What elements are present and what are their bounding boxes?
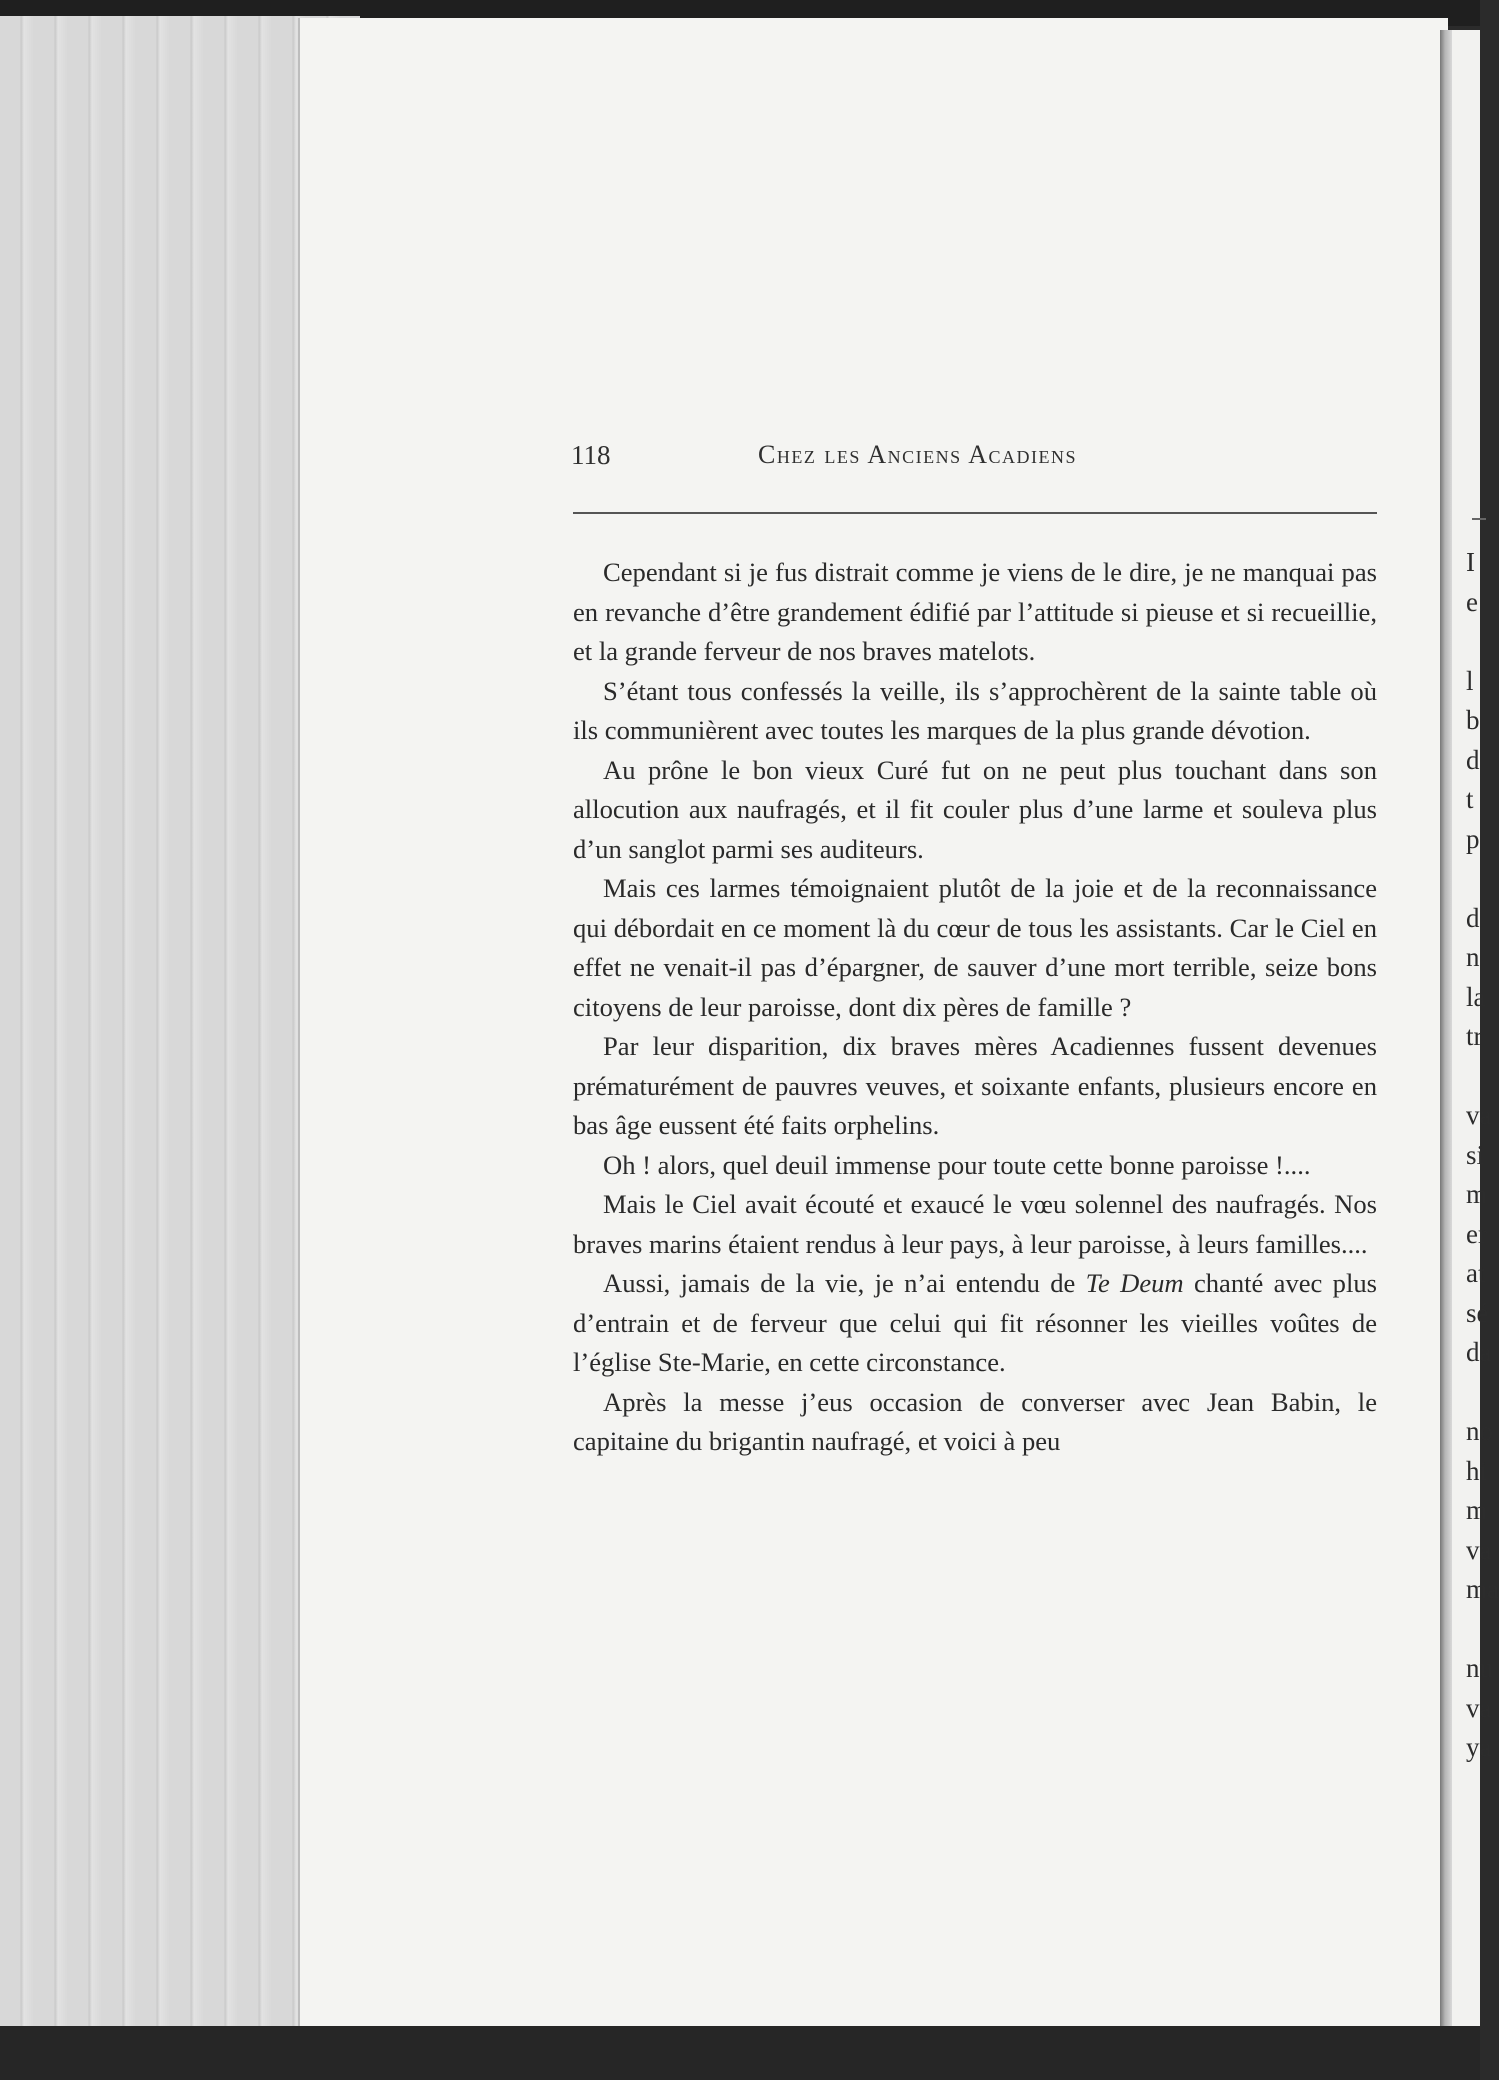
facing-page-fragment: d: [1466, 902, 1480, 933]
facing-page-rule: [1472, 518, 1486, 520]
facing-page-fragment: l: [1466, 665, 1474, 696]
facing-page-fragment: ma: [1466, 1574, 1499, 1604]
paragraph: Mais le Ciel avait écouté et exaucé le vœu solennel des naufragés. Nos braves marins étaient rendus à leur pays, à leur paroisse, à leurs familles....: [573, 1189, 1377, 1259]
facing-page-fragment: va: [1466, 1100, 1492, 1130]
facing-page-fragment: m: [1466, 1495, 1488, 1525]
facing-page-fragment: p: [1466, 823, 1480, 854]
facing-page-fragment: m: [1466, 1179, 1488, 1209]
page-header: [571, 435, 1386, 475]
facing-page-fragment: b: [1466, 705, 1480, 735]
facing-page-edge: [1452, 30, 1499, 2026]
header-rule: [573, 512, 1377, 514]
italic-title: Te Deum: [1085, 1268, 1184, 1298]
facing-page-fragment: da: [1466, 1337, 1492, 1367]
facing-page-fragment: nu: [1466, 1653, 1493, 1683]
facing-page-fragment: tr: [1466, 1021, 1483, 1051]
paragraph: Oh ! alors, quel deuil immense pour toute cette bonne paroisse !....: [603, 1149, 1311, 1180]
paragraph: S’étant tous confessés la veille, ils s’approchèrent de la sainte table où ils communièrent avec toutes les marques de la plus grande dévotion.: [573, 675, 1377, 745]
facing-page-fragment: I: [1466, 547, 1475, 577]
facing-page-fragment: n: [1466, 942, 1480, 972]
facing-page-fragment: er: [1466, 1218, 1487, 1249]
paragraph-te-deum: [573, 1264, 1377, 1383]
facing-page-fragment: va: [1466, 1534, 1492, 1565]
page-number: 118: [571, 440, 611, 470]
facing-page-fragment: d: [1466, 744, 1480, 775]
facing-page-fragment: va: [1466, 1692, 1492, 1723]
paragraph-text: chanté avec plus d’entrain et de ferveur que celui qui fit résonner les vieilles voûtes de l’église Ste-Marie, en cette circonstance.: [573, 1268, 1377, 1377]
scan-bottom-border: [0, 2026, 1480, 2080]
facing-page-fragment: sé: [1466, 1297, 1489, 1328]
facing-page-fragment: no: [1466, 1416, 1493, 1446]
paragraph-text: Aussi, jamais de la vie, je n’ai entendu de: [603, 1268, 1086, 1298]
facing-page-fragment: e: [1466, 586, 1478, 617]
facing-page-fragment: la: [1466, 981, 1486, 1012]
paragraph: Par leur disparition, dix braves mères Acadiennes fussent devenues prématurément de pauvres veuves, et soixante enfants, plusieurs encore en bas âge eussent été faits orphelins.: [573, 1031, 1377, 1140]
facing-page-fragment: hi: [1466, 1455, 1488, 1486]
paragraph: Au prône le bon vieux Curé fut on ne peut plus touchant dans son allocution aux naufragés, et il fit couler plus d’une larme et souleva plus d’un sanglot parmi ses auditeurs.: [573, 754, 1377, 864]
paragraph: Après la messe j’eus occasion de converser avec Jean Babin, le capitaine du brigantin naufragé, et voici à peu: [573, 1386, 1377, 1456]
body-text: [573, 553, 1377, 1462]
book-gutter: [1440, 30, 1452, 2026]
facing-page-fragment: ya: [1466, 1732, 1492, 1762]
facing-page-fragment: si: [1466, 1139, 1485, 1170]
paragraph: Mais ces larmes témoignaient plutôt de la joie et de la reconnaissance qui débordait en ce moment là du cœur de tous les assistants. Car le Ciel en effet ne venait-il pas d’épargner, de sauver d’une mort terrible, seize bons citoyens de leur paroisse, dont dix pères de famille ?: [573, 873, 1377, 1022]
facing-page-fragment: at: [1466, 1258, 1486, 1288]
facing-page-fragment: t: [1466, 784, 1474, 814]
running-title: Chez les Anciens Acadiens: [758, 440, 1078, 469]
paragraph: Cependant si je fus distrait comme je viens de le dire, je ne manquai pas en revanche d’être grandement édifié par l’attitude si pieuse et si recueillie, et la grande ferveur de nos braves matelots.: [573, 557, 1377, 666]
